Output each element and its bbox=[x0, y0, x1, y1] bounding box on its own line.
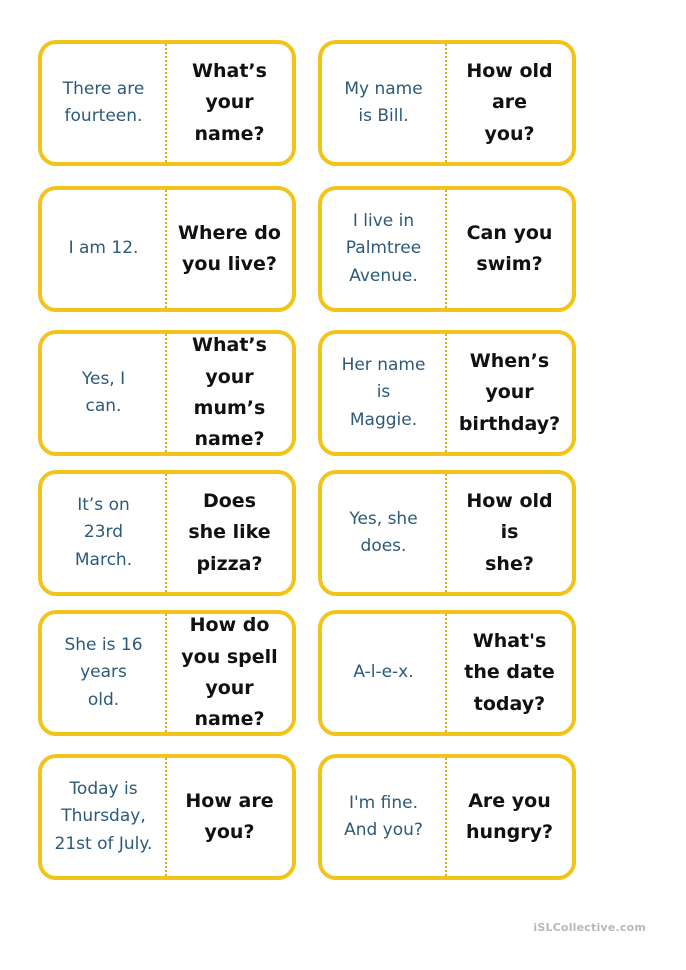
card-answer: Her name is Maggie. bbox=[322, 334, 447, 452]
card-answer: I live in Palmtree Avenue. bbox=[322, 190, 447, 308]
card-answer: Today is Thursday, 21st of July. bbox=[42, 758, 167, 876]
card-answer: I am 12. bbox=[42, 190, 167, 308]
card-question: How do you spell your name? bbox=[181, 614, 278, 731]
card-answer: She is 16 years old. bbox=[42, 614, 167, 732]
domino-card bbox=[38, 754, 296, 880]
domino-card bbox=[318, 470, 576, 596]
card-answer: It’s on 23rd March. bbox=[42, 474, 167, 592]
card-answer: A-l-e-x. bbox=[322, 614, 447, 732]
domino-card bbox=[38, 610, 296, 736]
card-answer: Yes, I can. bbox=[42, 334, 167, 452]
domino-card bbox=[318, 610, 576, 736]
card-answer: There are fourteen. bbox=[42, 44, 167, 162]
card-question: How old is she? bbox=[466, 489, 553, 575]
card-question: What’s your name? bbox=[192, 59, 267, 145]
domino-card bbox=[38, 186, 296, 312]
domino-card bbox=[38, 470, 296, 596]
domino-card bbox=[318, 330, 576, 456]
watermark: iSLCollective.com bbox=[533, 921, 646, 934]
card-answer: My name is Bill. bbox=[322, 44, 447, 162]
domino-card bbox=[318, 754, 576, 880]
card-answer: Yes, she does. bbox=[322, 474, 447, 592]
domino-card bbox=[318, 40, 576, 166]
card-question: What’s your mum’s name? bbox=[192, 334, 267, 451]
card-question: What's the date today? bbox=[464, 629, 555, 715]
card-question: How are you? bbox=[185, 789, 274, 843]
card-question: Does she like pizza? bbox=[188, 489, 271, 575]
domino-card bbox=[38, 40, 296, 166]
card-question: Where do you live? bbox=[178, 221, 281, 275]
card-question: When’s your birthday? bbox=[458, 349, 561, 435]
card-answer: I'm fine. And you? bbox=[322, 758, 447, 876]
card-question: Can you swim? bbox=[466, 221, 553, 275]
card-question: Are you hungry? bbox=[466, 789, 553, 843]
domino-card bbox=[318, 186, 576, 312]
domino-card bbox=[38, 330, 296, 456]
card-question: How old are you? bbox=[466, 59, 553, 145]
